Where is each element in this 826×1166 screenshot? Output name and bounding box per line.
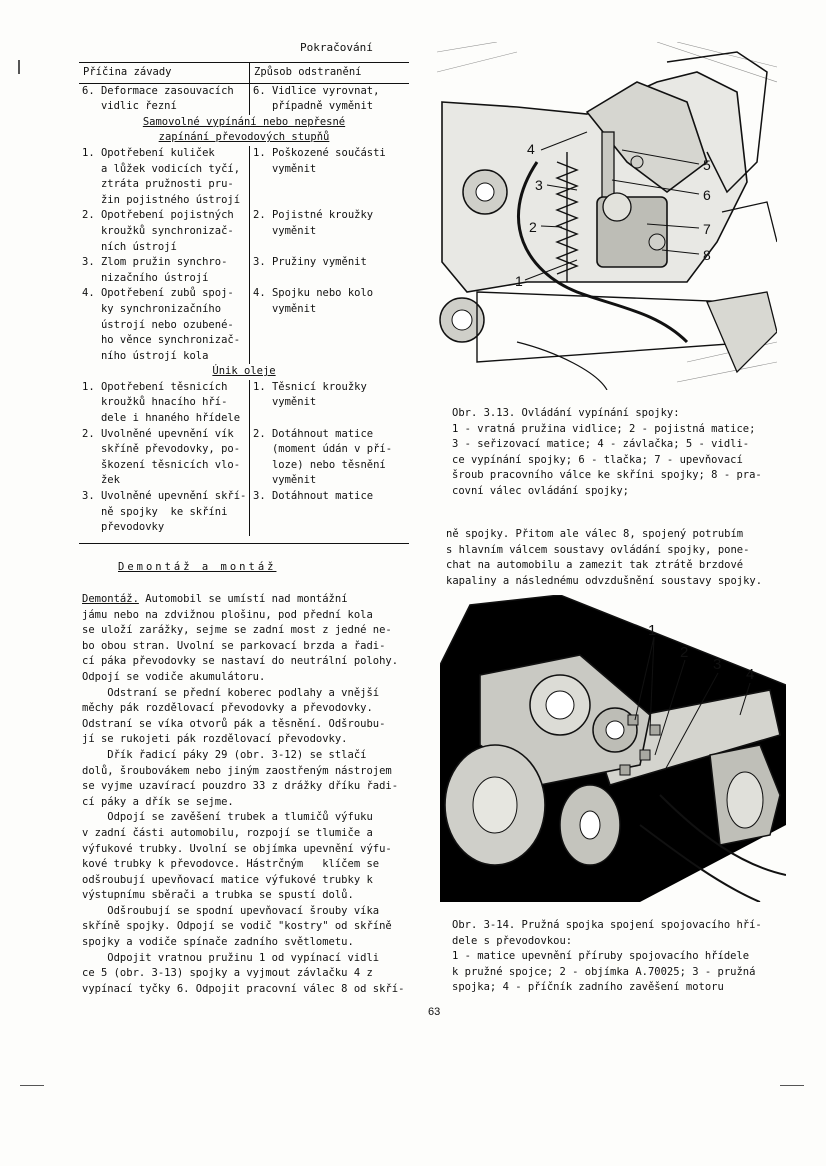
body-text-right: ně spojky. Přitom ale válec 8, spojený potrubím s hlavním válcem soustavy ovládání spojky, pone- chat na automobilu a zamezit tak ztrátě brzdové kapaliny a následnému odvzdušnění soustavy spojky. — [446, 528, 763, 587]
cause-cell — [79, 489, 250, 536]
continued-label: Pokračování — [300, 41, 373, 54]
table-row — [79, 83, 409, 115]
fig2-label: 4 — [746, 666, 755, 683]
cause-cell — [79, 83, 250, 115]
body-paragraph — [82, 592, 420, 686]
table-section-row — [79, 364, 409, 380]
fix-cell — [250, 286, 410, 364]
paragraph-lead: Demontáž. — [82, 593, 139, 605]
section-heading: Demontáž a montáž — [118, 561, 277, 573]
table-row — [79, 380, 409, 427]
fix-text: 4. Spojku nebo kolo vyměnit — [253, 287, 374, 315]
cause-text: 4. Opotřebení zubů spoj- ky synchronizačního ústrojí nebo ozubené- ho věnce synchronizač- ního ústrojí kola — [82, 287, 241, 362]
cause-text: 3. Zlom pružin synchro- nizačního ústrojí — [82, 256, 228, 284]
table-section-title: Únik oleje — [212, 365, 276, 378]
cause-text: 2. Opotřebení pojistných kroužků synchronizač- ních ústrojí — [82, 209, 234, 253]
fig2-label: 3 — [713, 656, 722, 673]
cause-text: 2. Uvolněné upevnění vík skříně převodovky, po- škození těsnicích vlo- žek — [82, 427, 241, 487]
body-paragraph — [82, 686, 420, 748]
table-row — [79, 427, 409, 489]
fig1-label: 3 — [535, 177, 543, 193]
fix-text: 2. Pojistné kroužky vyměnit — [253, 209, 374, 237]
margin-mark — [780, 1085, 804, 1086]
cause-text: 3. Uvolněné upevnění skří- ně spojky ke skříni převodovky — [82, 490, 247, 534]
paragraph-text: Odpojí se zavěšení trubek a tlumičů výfuku v zadní části automobilu, rozpojí se tlumiče a výfukové trubky. Uvolní se objímka upevnění výfu- kové trubky k převodovce. Hástrčným klíčem se odšroubují upevňovací matice výfukové trubky k výstupnímu sběrači a trubka se spustí dolů. — [82, 811, 392, 902]
fix-cell — [250, 380, 410, 427]
fix-text: 3. Pružiny vyměnit — [253, 256, 367, 269]
fig2-label: 2 — [680, 644, 689, 661]
cause-text: 1. Opotřebení těsnicích kroužků hnacího hří- dele i hnaného hřídele — [82, 380, 241, 425]
paragraph-text: Odšroubují se spodní upevňovací šrouby víka skříně spojky. Odpojí se vodič "kostry" od skříně spojky a vodiče spínače zadního světlometu. — [82, 904, 392, 949]
margin-mark — [18, 60, 20, 74]
table-row — [79, 489, 409, 536]
fix-cell — [250, 208, 410, 255]
fix-cell — [250, 146, 410, 208]
fig1-label: 1 — [515, 273, 523, 289]
cause-text: 1. Opotřebení kuliček a lůžek vodicích tyčí, ztráta pružnosti pru- žin pojistného ústrojí — [82, 146, 241, 206]
col-fix-header: Způsob odstranění — [250, 63, 410, 84]
paragraph-text: Automobil se umístí nad montážní jámu nebo na zdvižnou plošinu, pod přední kola se uloží zarážky, sejme se zadní most z jedné ne- bo obou stran. Uvolní se parkovací brzda a řadi- cí páka převodovky se nastaví do neutrální polohy. Odpojí se vodiče akumulátoru. — [82, 593, 399, 683]
fig1-label: 5 — [703, 157, 711, 173]
page-number: 63 — [428, 1006, 441, 1018]
table-row — [79, 208, 409, 255]
table-row — [79, 286, 409, 364]
cause-cell — [79, 255, 250, 286]
fault-table — [79, 62, 409, 536]
paragraph-text: Odpojit vratnou pružinu 1 od vypínací vidli ce 5 (obr. 3-13) spojky a vyjmout závlačku 4 z vypínací tyčky 6. Odpojit pracovní válec 8 od skří- — [82, 951, 405, 995]
table-section-title: Samovolné vypínání nebo nepřesné zapínání převodových stupňů — [142, 115, 346, 144]
fix-text: 6. Vidlice vyrovnat, případně vyměnit — [253, 84, 380, 113]
body-paragraph — [82, 951, 420, 998]
table-section-row — [79, 115, 409, 146]
table-bottom-rule — [79, 543, 409, 544]
body-text-left — [82, 592, 420, 997]
table-row — [79, 255, 409, 286]
cause-text: 6. Deformace zasouvacích vidlic řezní — [82, 84, 234, 113]
fig2-label: 1 — [648, 622, 657, 639]
cause-cell — [79, 146, 250, 208]
fig1-label: 8 — [703, 247, 711, 263]
cause-cell — [79, 286, 250, 364]
margin-mark — [20, 1085, 44, 1086]
body-paragraph — [82, 810, 420, 904]
col-cause-header: Příčina závady — [79, 63, 250, 84]
paragraph-text: Dřík řadicí páky 29 (obr. 3-12) se stlačí dolů, šroubovákem nebo jiným zaostřeným nástrojem se vyjme uzavírací pouzdro 33 z drážky dříku řadi- cí páky a dřík se sejme. — [82, 748, 399, 808]
fix-text: 1. Poškozené součásti vyměnit — [253, 146, 386, 175]
fix-cell — [250, 489, 410, 536]
fix-text: 3. Dotáhnout matice — [253, 490, 374, 503]
fix-text: 1. Těsnicí kroužky vyměnit — [253, 380, 367, 409]
cause-cell — [79, 208, 250, 255]
fix-cell — [250, 83, 410, 115]
figure-3-13 — [437, 42, 777, 390]
fig1-caption: Obr. 3.13. Ovládání vypínání spojky: 1 - vratná pružina vidlice; 2 - pojistná matice; 3 - seřizovací matice; 4 - závlačka; 5 - vidli- ce vypínání spojky; 6 - tlačka; 7 - upevňovací šroub pracovního válce ke skříni spojky; 8 - pra- covní válec ovládání spojky; — [452, 407, 762, 497]
fix-cell — [250, 255, 410, 286]
fix-text: 2. Dotáhnout matice (moment údán v pří- loze) nebo těsnění vyměnit — [253, 427, 393, 487]
body-paragraph — [82, 904, 420, 951]
fix-cell — [250, 427, 410, 489]
body-paragraph — [82, 748, 420, 810]
fig1-label: 7 — [703, 221, 711, 237]
fig1-label: 4 — [527, 141, 535, 157]
fault-table-body — [79, 83, 409, 536]
cause-cell — [79, 380, 250, 427]
fig1-label: 6 — [703, 187, 711, 203]
table-row — [79, 146, 409, 208]
paragraph-text: Odstraní se přední koberec podlahy a vnější měchy pák rozdělovací převodovky a převodovky. Odstraní se víka otvorů pák a těsnění. Odšroubu- jí se rukojeti pák rozdělovací převodovky. — [82, 686, 386, 746]
cause-cell — [79, 427, 250, 489]
fig2-caption: Obr. 3-14. Pružná spojka spojení spojovacího hří- dele s převodovkou: 1 - matice upevnění příruby spojovacího hřídele k pružné spojce; 2 - objímka A.70025; 3 - pružná spojka; 4 - příčník zadního zavěšení motoru — [452, 919, 762, 994]
figure-3-14 — [440, 595, 786, 902]
fig1-label: 2 — [529, 219, 537, 235]
